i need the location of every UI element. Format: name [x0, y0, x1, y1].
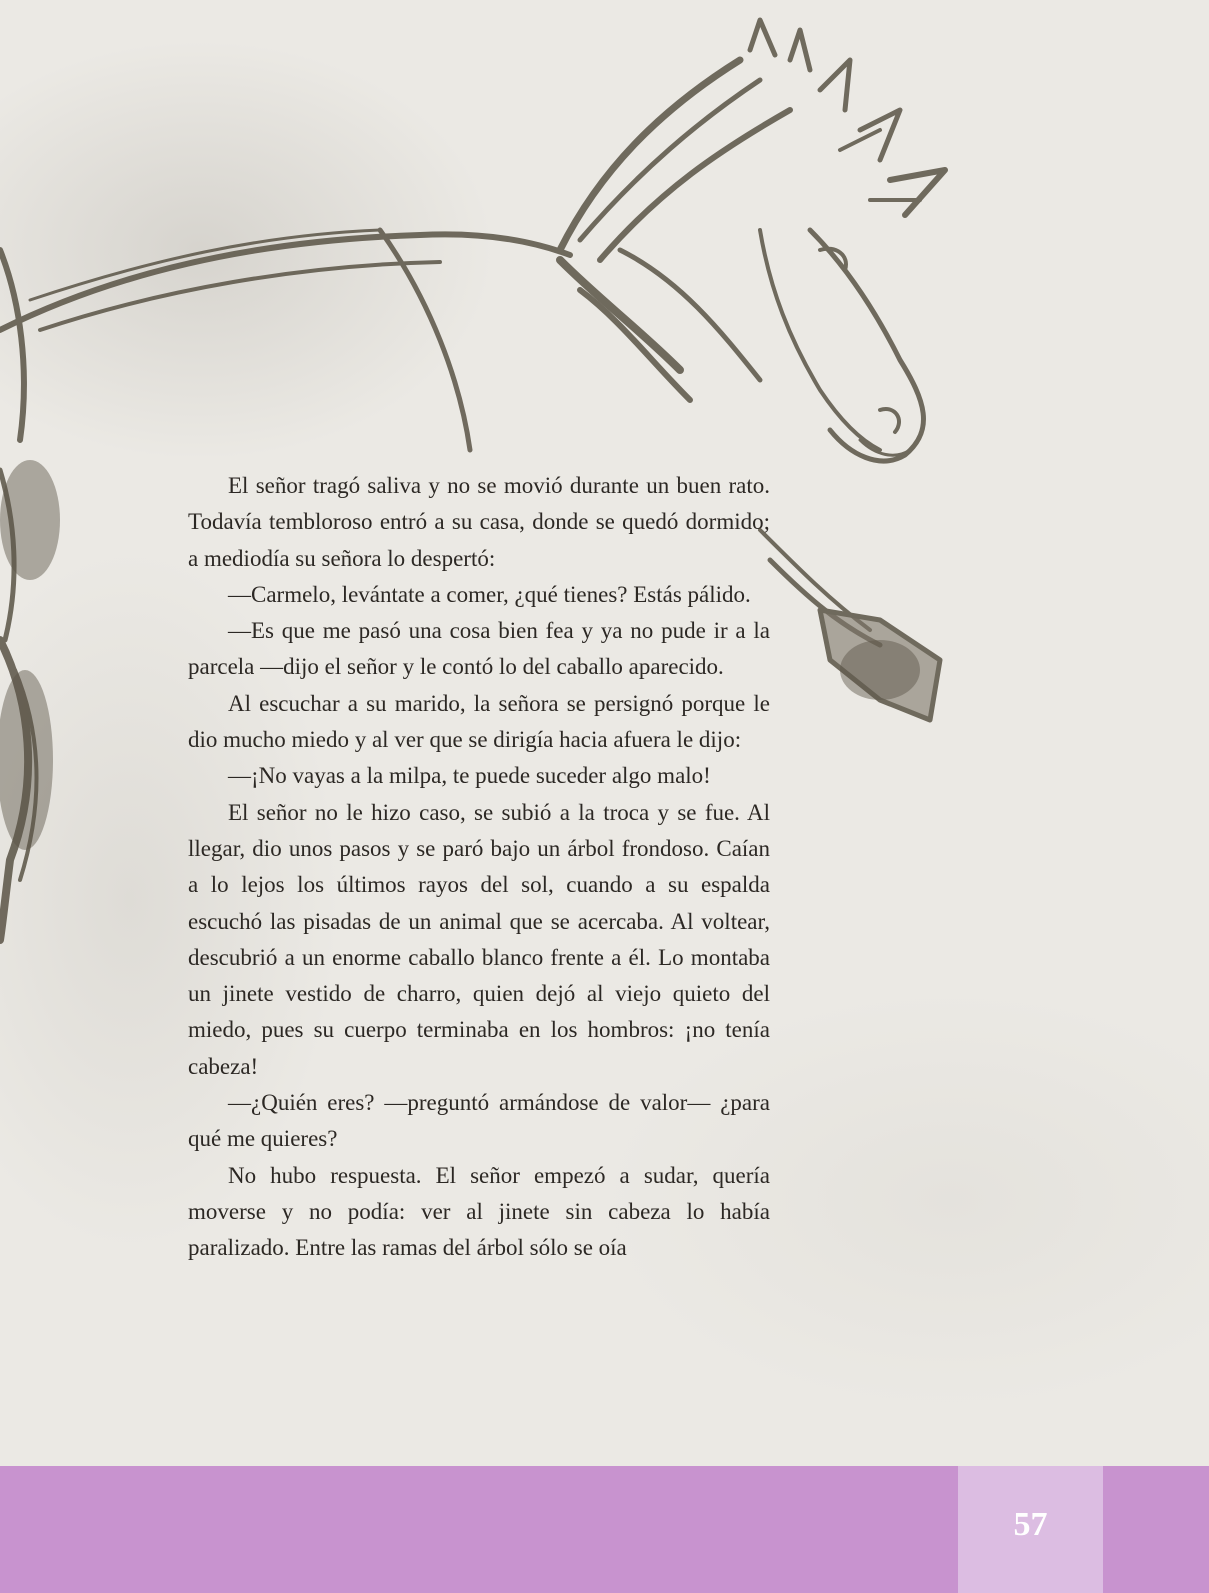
- horse-head-outline: [810, 230, 924, 461]
- neck-stroke: [620, 250, 760, 380]
- paragraph: No hubo respuesta. El señor empezó a sudar, quería moverse y no podía: ver al jinete sin cabeza lo había paralizado. Entre las ramas del árbol sólo se oía: [188, 1162, 770, 1261]
- paragraph: —Es que me pasó una cosa bien fea y ya no pude ir a la parcela —dijo el señor y le contó lo del caballo aparecido.: [188, 618, 770, 680]
- story-text: [188, 468, 770, 1267]
- ink-wash: [0, 670, 53, 850]
- paragraph: Al escuchar a su marido, la señora se persignó porque le dio mucho miedo y al ver que se dirigía hacia afuera le dijo:: [188, 690, 770, 753]
- mane-stroke: [820, 60, 850, 110]
- ink-wash: [0, 460, 60, 580]
- mane-stroke: [790, 30, 810, 70]
- ink-wash: [840, 640, 920, 700]
- page-number: 57: [1013, 1505, 1048, 1543]
- neck-stroke: [580, 290, 690, 400]
- back-stroke: [40, 262, 440, 330]
- horse-nostril: [880, 409, 899, 432]
- body-stroke: [0, 250, 24, 440]
- paragraph: —¡No vayas a la milpa, te puede suceder algo malo!: [228, 763, 711, 789]
- mane-stroke: [750, 20, 775, 55]
- mane-stroke: [890, 170, 945, 215]
- paragraph: El señor tragó saliva y no se movió durante un buen rato. Todavía tembloroso entró a su casa, donde se quedó dormido; a mediodía su señora lo despertó:: [188, 473, 770, 571]
- horse-head-outline: [760, 230, 880, 450]
- mane-stroke: [580, 80, 760, 240]
- paragraph: —¿Quién eres? —preguntó armándose de valor— ¿para qué me quieres?: [188, 1090, 770, 1152]
- mane-stroke: [840, 130, 880, 150]
- paragraph: El señor no le hizo caso, se subió a la troca y se fue. Al llegar, dio unos pasos y se paró bajo un árbol frondoso. Caían a lo lejos los últimos rayos del sol, cuando a su espalda escuchó las pisadas de un animal que se acercaba. Al voltear, descubrió a un enorme caballo blanco frente a él. Lo montaba un jinete vestido de charro, quien dejó al viejo quieto del miedo, pues su cuerpo terminaba en los hombros: ¡no tenía cabeza!: [188, 799, 770, 1079]
- page-number-box: [958, 1466, 1103, 1593]
- paragraph: —Carmelo, levántate a comer, ¿qué tienes? Estás pálido.: [228, 581, 751, 607]
